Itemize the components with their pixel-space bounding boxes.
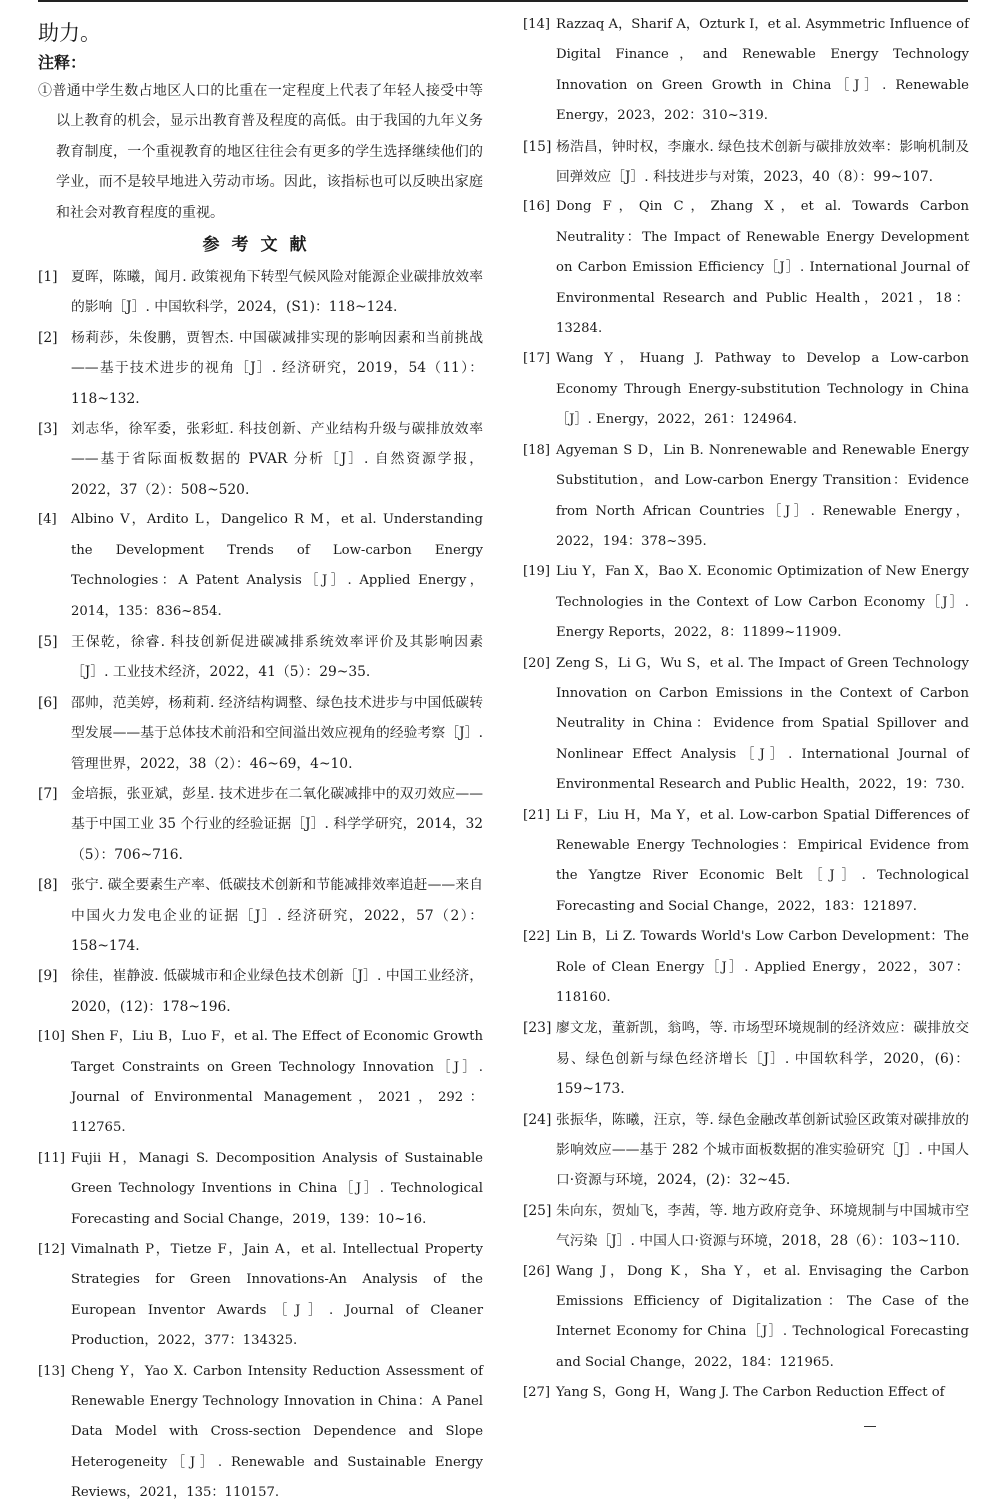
reference-number: [11] xyxy=(38,1150,66,1166)
reference-number: [18] xyxy=(523,442,551,458)
reference-number: [15] xyxy=(523,138,552,155)
reference-number: [2] xyxy=(38,329,58,346)
reference-number: [12] xyxy=(38,1242,66,1258)
reference-number: [21] xyxy=(523,807,551,823)
reference-item xyxy=(523,801,969,923)
reference-number: [22] xyxy=(523,929,551,945)
reference-item xyxy=(38,627,483,688)
top-rule xyxy=(38,0,968,2)
reference-number: [25] xyxy=(523,1202,552,1219)
references-heading: 参考文献 xyxy=(202,235,319,256)
reference-number: [20] xyxy=(523,655,551,671)
reference-item xyxy=(38,779,483,870)
reference-text: Fujii H，Managi S. Decomposition Analysis of Sustainable Green Technology Inventions in China［J］. Technological Forecasting and Social Change，2019，139：10~16. xyxy=(71,1150,483,1227)
reference-number: [24] xyxy=(523,1111,552,1128)
reference-text: Wang J，Dong K，Sha Y，et al. Envisaging the Carbon Emissions Efficiency of Digitalization：The Case of the Internet Economy for China［J］. Technological Forecasting and Social Change，2022，184：121965. xyxy=(556,1263,969,1370)
reference-item xyxy=(523,649,969,801)
reference-number: [26] xyxy=(523,1263,551,1279)
reference-item xyxy=(523,1257,969,1379)
reference-item xyxy=(38,688,483,779)
reference-number: [13] xyxy=(38,1363,66,1379)
reference-number: [4] xyxy=(38,512,57,528)
page-number-mark xyxy=(864,1426,876,1427)
reference-item xyxy=(523,10,969,132)
reference-number: [16] xyxy=(523,199,551,215)
reference-item xyxy=(38,323,483,414)
reference-text: 徐佳，崔静波. 低碳城市和企业绿色技术创新［J］. 中国工业经济，2020，(12)：178~196. xyxy=(71,968,483,1015)
reference-item xyxy=(523,436,969,558)
reference-item xyxy=(38,961,483,1022)
reference-item xyxy=(523,344,969,435)
reference-text: Albino V，Ardito L，Dangelico R M，et al. Understanding the Development Trends of Low-carbon Energy Technologies：A Patent Analysis［J］. Applied Energy，2014，135：836~854. xyxy=(71,512,483,619)
reference-item xyxy=(38,414,483,505)
reference-number: [17] xyxy=(523,351,551,367)
left-column xyxy=(38,10,483,1509)
reference-item xyxy=(38,1357,483,1509)
reference-text: Vimalnath P，Tietze F，Jain A，et al. Intellectual Property Strategies for Green Innovations-An Analysis of the European Inventor Awards［J］. Journal of Cleaner Production，2022，377：134325. xyxy=(71,1242,483,1349)
reference-number: [10] xyxy=(38,1029,66,1045)
footnote: ①普通中学生数占地区人口的比重在一定程度上代表了年轻人接受中等以上教育的机会，显示出教育普及程度的高低。由于我国的九年义务教育制度，一个重视教育的地区往往会有更多的学生选择继续他们的学业，而不是较早地进入劳动市场。因此，该指标也可以反映出家庭和社会对教育程度的重视。 xyxy=(38,83,483,221)
reference-text: 王保乾，徐睿. 科技创新促进碳减排系统效率评价及其影响因素［J］. 工业技术经济，2022，41（5）：29~35. xyxy=(71,633,483,681)
notes-heading: 注释： xyxy=(38,53,87,72)
reference-item xyxy=(523,922,969,1013)
right-column xyxy=(523,10,969,1409)
reference-text: 夏晖，陈曦，闻月. 政策视角下转型气候风险对能源企业碳排放效率的影响［J］. 中国软科学，2024，(S1)：118~124. xyxy=(71,269,483,316)
reference-number: [8] xyxy=(38,877,58,894)
reference-item xyxy=(523,1196,969,1257)
reference-number: [5] xyxy=(38,633,58,650)
reference-number: [6] xyxy=(38,694,58,711)
reference-number: [14] xyxy=(523,17,551,32)
lead-text: 助力。 xyxy=(38,21,101,45)
reference-number: [23] xyxy=(523,1020,552,1037)
reference-text: 张振华，陈曦，汪京，等. 绿色金融改革创新试验区政策对碳排放的影响效应——基于 282 个城市面板数据的准实验研究［J］. 中国人口·资源与环境，2024，(2)：32~45. xyxy=(556,1111,969,1189)
reference-text: Lin B，Li Z. Towards World's Low Carbon Development：The Role of Clean Energy［J］. Applied Energy，2022，307：118160. xyxy=(556,929,969,1005)
reference-item xyxy=(523,1105,969,1196)
reference-item xyxy=(523,557,969,648)
reference-text: Wang Y，Huang J. Pathway to Develop a Low-carbon Economy Through Energy-substitution Technology in China［J］. Energy，2022，261：124964. xyxy=(556,351,969,428)
reference-number: [27] xyxy=(523,1385,551,1401)
reference-text: 朱向东，贺灿飞，李茜，等. 地方政府竞争、环境规制与中国城市空气污染［J］. 中国人口·资源与环境，2018，28（6）：103~110. xyxy=(556,1202,969,1250)
reference-text: Cheng Y，Yao X. Carbon Intensity Reduction Assessment of Renewable Energy Technology Innovation in China：A Panel Data Model with Cross-section Dependence and Slope Heterogeneity［J］. Renewable and Sustainable Energy Reviews，2021，135：110157. xyxy=(71,1363,483,1501)
reference-item xyxy=(38,505,483,627)
reference-item xyxy=(523,192,969,344)
reference-item xyxy=(523,1013,969,1104)
reference-item xyxy=(38,1235,483,1357)
reference-text: 张宁. 碳全要素生产率、低碳技术创新和节能减排效率追赶——来自中国火力发电企业的证据［J］. 经济研究，2022，57（2）：158~174. xyxy=(71,877,483,954)
reference-number: [3] xyxy=(38,421,58,438)
reference-text: Dong F，Qin C，Zhang X，et al. Towards Carbon Neutrality：The Impact of Renewable Energy Development on Carbon Emission Efficiency［J］. International Journal of Environmental Research and Public Health，2021，18：13284. xyxy=(556,199,969,337)
reference-text: Shen F，Liu B，Luo F，et al. The Effect of Economic Growth Target Constraints on Green Technology Innovation［J］. Journal of Environmental Management，2021，292：112765. xyxy=(71,1029,483,1136)
reference-text: Li F，Liu H，Ma Y，et al. Low-carbon Spatial Differences of Renewable Energy Technologies：Empirical Evidence from the Yangtze River Economic Belt［J］. Technological Forecasting and Social Change，2022，183：121897. xyxy=(556,807,969,914)
reference-number: [1] xyxy=(38,269,58,286)
reference-number: [19] xyxy=(523,564,551,580)
reference-text: Zeng S，Li G，Wu S，et al. The Impact of Green Technology Innovation on Carbon Emissions in the Context of Carbon Neutrality in China：Evidence from Spatial Spillover and Nonlinear Effect Analysis［J］. International Journal of Environmental Research and Public Health，2022，19：730. xyxy=(556,655,969,793)
reference-text: 邵帅，范美婷，杨莉莉. 经济结构调整、绿色技术进步与中国低碳转型发展——基于总体技术前沿和空间溢出效应视角的经验考察［J］. 管理世界，2022，38（2）：46~69，4~10. xyxy=(71,694,483,772)
reference-text: 金培振，张亚斌，彭星. 技术进步在二氧化碳减排中的双刃效应——基于中国工业 35 个行业的经验证据［J］. 科学学研究，2014，32（5）：706~716. xyxy=(71,785,483,863)
reference-text: 杨莉莎，朱俊鹏，贾智杰. 中国碳减排实现的影响因素和当前挑战——基于技术进步的视角［J］. 经济研究，2019，54（11）：118~132. xyxy=(71,329,483,407)
reference-text: Liu Y，Fan X，Bao X. Economic Optimization of New Energy Technologies in the Context of Low Carbon Economy［J］. Energy Reports，2022，8：11899~11909. xyxy=(556,564,969,641)
reference-item xyxy=(523,132,969,193)
reference-text: Yang S，Gong H，Wang J. The Carbon Reduction Effect of xyxy=(556,1385,945,1401)
reference-item xyxy=(38,870,483,961)
reference-text: 刘志华，徐军委，张彩虹. 科技创新、产业结构升级与碳排放效率——基于省际面板数据的 PVAR 分析［J］. 自然资源学报，2022，37（2）：508~520. xyxy=(71,421,483,498)
reference-item xyxy=(523,1378,969,1408)
reference-number: [7] xyxy=(38,785,58,802)
reference-text: 廖文龙，董新凯，翁鸣，等. 市场型环境规制的经济效应：碳排放交易、绿色创新与绿色经济增长［J］. 中国软科学，2020，(6)：159~173. xyxy=(556,1020,969,1098)
reference-item xyxy=(38,262,483,323)
reference-number: [9] xyxy=(38,968,58,985)
reference-text: Agyeman S D，Lin B. Nonrenewable and Renewable Energy Substitution，and Low-carbon Energy Transition：Evidence from North African Countries［J］. Renewable Energy，2022，194：378~395. xyxy=(556,442,969,549)
reference-text: Razzaq A，Sharif A，Ozturk I，et al. Asymmetric Influence of Digital Finance，and Renewable Energy Technology Innovation on Green Growth in China［J］. Renewable Energy，2023，202：310~319. xyxy=(556,17,969,124)
reference-item xyxy=(38,1144,483,1235)
reference-text: 杨浩昌，钟时权，李廉水. 绿色技术创新与碳排放效率：影响机制及回弹效应［J］. 科技进步与对策，2023，40（8）：99~107. xyxy=(556,138,969,186)
reference-item xyxy=(38,1022,483,1144)
